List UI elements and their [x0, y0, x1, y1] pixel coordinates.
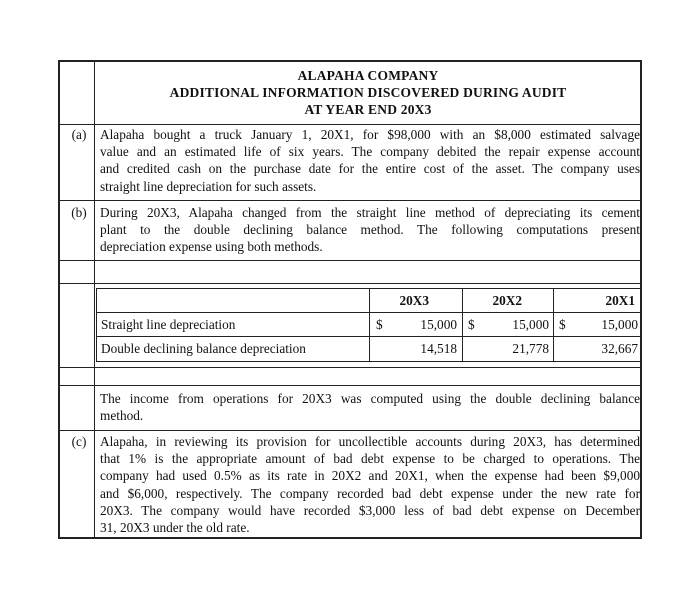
audit-document — [58, 60, 642, 539]
item-a-line: straight line depreciation for such assets. — [100, 178, 317, 194]
currency-symbol: $ — [376, 317, 383, 332]
spacer-divider-2 — [60, 367, 640, 368]
item-b-divider — [60, 260, 640, 261]
company-name: ALAPAHA COMPANY — [297, 68, 439, 83]
item-c-label: (c) — [71, 434, 87, 449]
item-c-line: 31, 20X3 under the old rate. — [100, 520, 250, 536]
label-column-divider — [94, 62, 95, 539]
item-c-text — [100, 433, 640, 536]
item-a-line: and credited cash on the purchase date for the entire cost of the asset. The company uses — [100, 161, 640, 177]
item-b-line: During 20X3, Alapaha changed from the straight line method of depreciating its cement — [100, 205, 640, 220]
column-header-20x2: 20X2 — [492, 293, 522, 308]
item-b-label: (b) — [71, 205, 87, 220]
item-c-line: Alapaha, in reviewing its provision for uncollectible accounts during 20X3, has determined — [100, 434, 640, 449]
header-divider — [60, 124, 640, 125]
currency-symbol: $ — [559, 317, 566, 332]
table-cell: 32,667 — [601, 341, 638, 356]
item-c-line: and $6,000, respectively. The company recorded bad debt expense under the new rate for — [100, 485, 640, 501]
document-subtitle: ADDITIONAL INFORMATION DISCOVERED DURING AUDIT — [169, 85, 567, 100]
table-row-label: Straight line depreciation — [101, 317, 236, 332]
table-row-label: Double declining balance depreciation — [101, 341, 306, 356]
table-cell: 15,000 — [512, 317, 549, 332]
table-cell: 15,000 — [601, 317, 638, 332]
document-period: AT YEAR END 20X3 — [304, 102, 432, 117]
spacer-divider-1 — [60, 283, 640, 284]
item-a-divider — [60, 200, 640, 201]
spacer-divider-3 — [60, 385, 640, 386]
item-c-line: 20X3. The company would have recorded $3,000 less of bad debt expense on December — [100, 502, 640, 518]
item-a-line: Alapaha bought a truck January 1, 20X1, for $98,000 with an $8,000 estimated salvage — [100, 127, 640, 142]
income-note-line: method. — [100, 408, 144, 424]
table-cell: 14,518 — [420, 341, 457, 356]
item-a-label: (a) — [71, 127, 87, 142]
depreciation-table — [96, 288, 642, 362]
table-cell: 15,000 — [420, 317, 457, 332]
item-a-line: value and an estimated life of six years. The company debited the repair expense account — [100, 144, 640, 160]
item-c-line: company had used 0.5% as its rate in 20X2 and 20X1, when the expense had been $9,000 — [100, 468, 640, 484]
table-cell: 21,778 — [512, 341, 549, 356]
note-divider — [60, 430, 640, 431]
item-b-line: plant to the double declining balance method. The following computations present — [100, 222, 640, 238]
currency-symbol: $ — [468, 317, 475, 332]
item-c-line: that 1% is the appropriate amount of bad debt expense to be charged to operations. The — [100, 451, 640, 467]
income-note-line: The income from operations for 20X3 was computed using the double declining balance — [100, 391, 640, 406]
item-a-text — [100, 126, 640, 195]
item-b-line: depreciation expense using both methods. — [100, 239, 323, 255]
column-header-20x3: 20X3 — [399, 293, 429, 308]
item-b-text — [100, 204, 640, 256]
income-note-text — [100, 390, 640, 424]
column-header-20x1: 20X1 — [605, 293, 635, 308]
